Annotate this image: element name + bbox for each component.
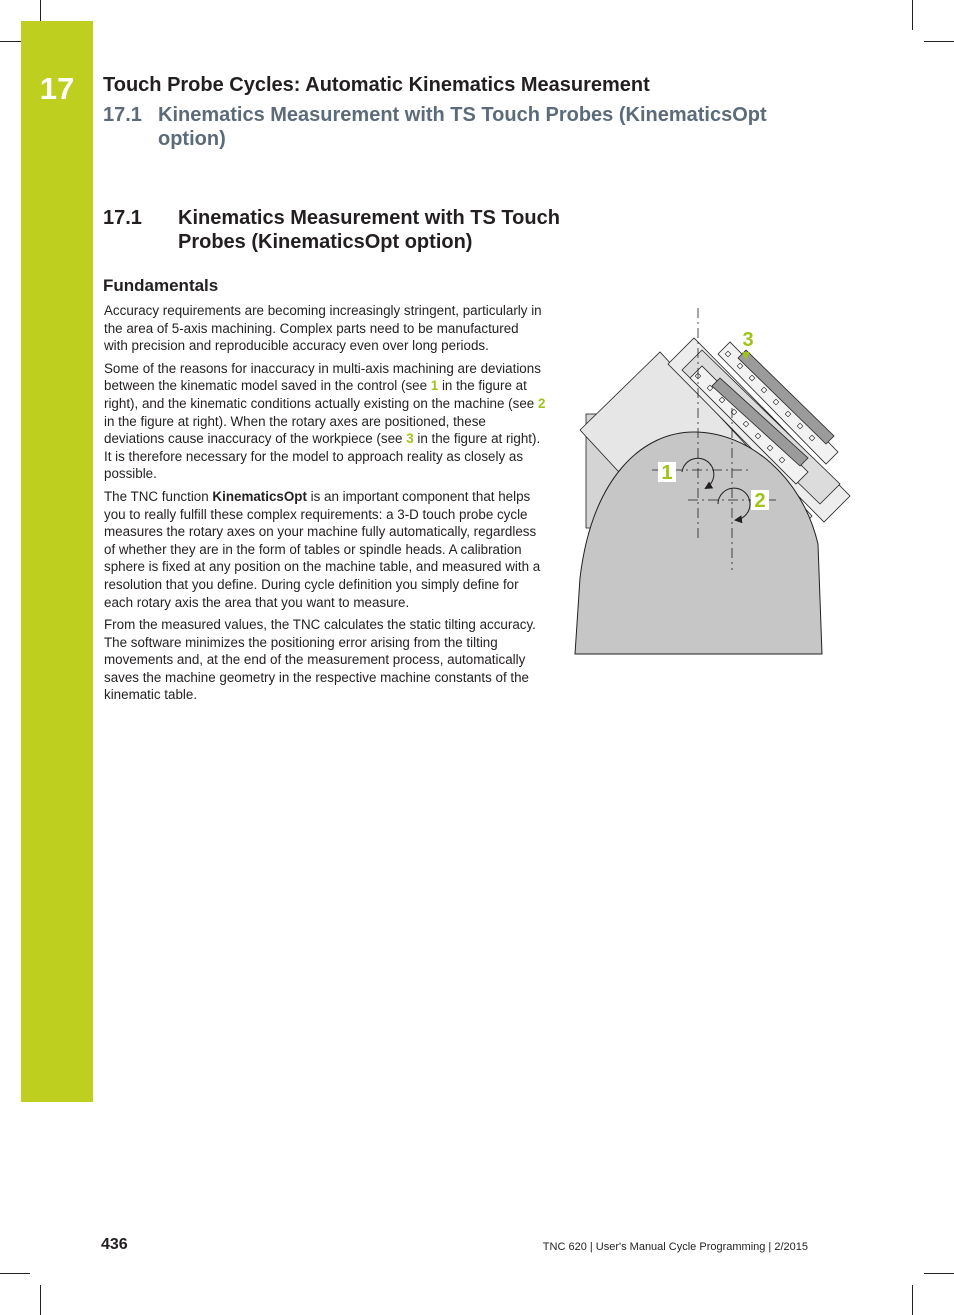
running-section (103, 103, 803, 151)
kinematics-figure (572, 308, 852, 658)
crop-mark (40, 1285, 41, 1315)
body-text (104, 302, 546, 709)
crop-mark (912, 0, 913, 30)
figure-label-3: 3 (742, 329, 754, 351)
text-run: in the figure at right). When the rotary axes are positioned, these deviations cause inaccuracy of the workpiece (see (104, 413, 486, 447)
section-heading (103, 206, 563, 254)
figure-label-2: 2 (754, 490, 766, 512)
figure-label-1: 1 (661, 462, 673, 484)
figure-ref-3: 3 (406, 431, 414, 447)
text-run: is an important component that helps you to really fulfill these complex requirements: a 3-D touch probe cycle measures the rotary axes on your machine fully automatically, regardless of whether they are in the form of tables or spindle heads. A calibration sphere is fixed at any position on the machine table, and measured with a resolution that you define. During cycle definition you simply define for each rotary axis the area that you want to measure. (104, 488, 541, 610)
text-run: The TNC function (104, 488, 213, 504)
figure-illustration (572, 308, 852, 658)
running-section-title: Kinematics Measurement with TS Touch Probes (KinematicsOpt option) (158, 104, 767, 150)
figure-ref-1: 1 (430, 378, 439, 394)
footer-text: TNC 620 | User's Manual Cycle Programming | 2/2015 (542, 1241, 808, 1253)
chapter-number: 17 (39, 71, 75, 106)
paragraph (104, 488, 546, 611)
section-number: 17.1 (103, 207, 142, 229)
chapter-title: Touch Probe Cycles: Automatic Kinematics Measurement (103, 74, 650, 96)
paragraph (104, 360, 546, 483)
crop-mark (912, 1285, 913, 1315)
section-title: Kinematics Measurement with TS Touch Probes (KinematicsOpt option) (178, 207, 560, 253)
paragraph: Accuracy requirements are becoming increasingly stringent, particularly in the area of 5-axis machining. Complex parts need to be manufactured with precision and reproducible accuracy even over long periods. (104, 303, 542, 354)
text-run: Some of the reasons for inaccuracy in multi-axis machining are deviations between the kinematic model saved in the control (see (104, 360, 541, 394)
running-header (103, 73, 803, 151)
crop-mark (0, 1273, 30, 1274)
page-number: 436 (101, 1236, 128, 1253)
crop-mark (924, 1273, 954, 1274)
text-run: in the figure at right), and the kinematic conditions actually existing on the machine (see (104, 378, 538, 411)
crop-mark (924, 41, 954, 42)
chapter-side-bar (21, 21, 93, 1102)
function-name: KinematicsOpt (212, 488, 307, 504)
figure-ref-2: 2 (537, 395, 546, 411)
subheading: Fundamentals (103, 276, 219, 295)
running-section-number: 17.1 (103, 104, 142, 126)
paragraph: From the measured values, the TNC calculates the static tilting accuracy. The software minimizes the positioning error arising from the tilting movements and, at the end of the measurement process, automatically saves the machine geometry in the respective machine constants of the kinematic table. (104, 617, 536, 703)
text-run: in the figure at right). It is therefore necessary for the model to approach reality as closely as possible. (104, 431, 541, 482)
